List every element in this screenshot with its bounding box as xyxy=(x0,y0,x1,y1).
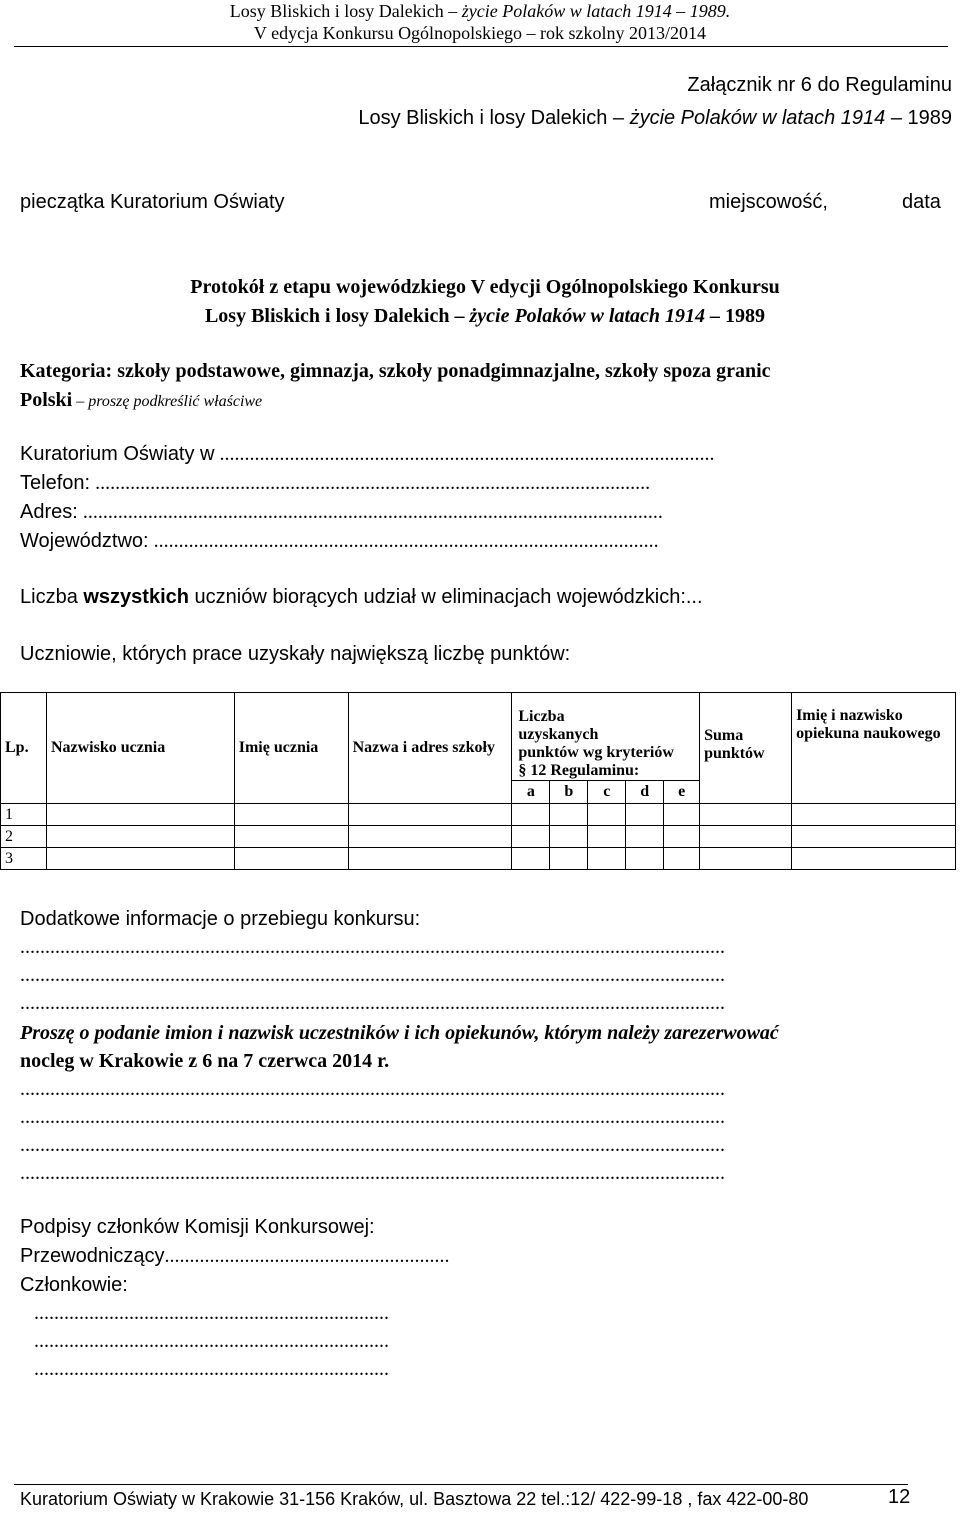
category-line-2 xyxy=(20,389,262,412)
table-cell xyxy=(626,848,664,870)
dotted-line: ............................................................................................................................................. xyxy=(20,936,725,958)
table-cell xyxy=(348,804,512,826)
table-cell xyxy=(234,848,348,870)
count-part-bold: wszystkich xyxy=(83,586,189,608)
students-heading: Uczniowie, których prace uzyskały największą liczbę punktów: xyxy=(20,643,571,665)
col-points-l4: § 12 Regulaminu: xyxy=(518,762,640,779)
place-label: miejscowość, xyxy=(709,191,828,213)
col-tutor: Imię i nazwisko opiekuna naukowego xyxy=(792,693,956,804)
header-title-italic: życie Polaków w latach 1914 – 1989. xyxy=(461,1,731,21)
field-adres-label: Adres: xyxy=(20,501,78,523)
col-points-l2: uzyskanych xyxy=(518,726,599,743)
annex-title-part: Losy Bliskich i losy Dalekich – xyxy=(358,107,630,129)
protocol-subtitle xyxy=(0,305,960,328)
protocol-subtitle-year: 1989 xyxy=(725,305,766,327)
table-cell xyxy=(664,848,700,870)
field-adres xyxy=(20,501,663,524)
table-cell xyxy=(550,804,588,826)
chair-signature xyxy=(20,1245,450,1268)
sub-a: a xyxy=(512,781,550,804)
table-cell xyxy=(234,804,348,826)
dotted-line: ............................................................................................................................................. xyxy=(20,1078,725,1100)
date-label: data xyxy=(902,191,941,213)
table-cell xyxy=(664,804,700,826)
additional-info-heading: Dodatkowe informacje o przebiegu konkursu: xyxy=(20,908,421,930)
running-header-line-2: V edycja Konkursu Ogólnopolskiego – rok szkolny 2013/2014 xyxy=(253,23,707,43)
member-signature-line: ....................................................................... xyxy=(34,1302,389,1324)
col-sum: Suma punktów xyxy=(700,693,792,804)
dotted-line: ............................................................................................................................................. xyxy=(20,1134,725,1156)
participant-count-line xyxy=(20,586,703,609)
table-cell xyxy=(792,804,956,826)
field-kuratorium xyxy=(20,443,715,466)
category-line: Kategoria: szkoły podstawowe, gimnazja, szkoły ponadgimnazjalne, szkoły spoza granic xyxy=(20,360,771,382)
protocol-subtitle-italic: życie Polaków w latach 1914 – xyxy=(469,305,726,327)
table-cell xyxy=(46,804,234,826)
sub-b: b xyxy=(550,781,588,804)
sub-c: c xyxy=(588,781,626,804)
field-wojewodztwo xyxy=(20,530,659,553)
col-name: Imię ucznia xyxy=(234,693,348,804)
header-divider xyxy=(14,46,948,47)
annex-label: Załącznik nr 6 do Regulaminu xyxy=(687,74,952,96)
table-row-number: 2 xyxy=(1,826,47,848)
table-cell xyxy=(550,848,588,870)
results-table xyxy=(0,692,956,870)
field-telefon-label: Telefon: xyxy=(20,472,91,494)
accommodation-request-date: nocleg w Krakowie z 6 na 7 czerwca 2014 r. xyxy=(20,1050,390,1072)
stamp-label: pieczątka Kuratorium Oświaty xyxy=(20,191,285,213)
table-cell xyxy=(512,804,550,826)
count-part-a: Liczba xyxy=(20,586,84,608)
table-cell xyxy=(792,826,956,848)
field-wojewodztwo-label: Województwo: xyxy=(20,530,149,552)
chair-dots: ......................................................... xyxy=(164,1245,450,1267)
table-cell xyxy=(348,848,512,870)
table-cell xyxy=(626,804,664,826)
members-label: Członkowie: xyxy=(20,1274,128,1296)
dotted-line: ............................................................................................................................................. xyxy=(20,1162,725,1184)
table-cell xyxy=(512,848,550,870)
table-cell xyxy=(700,826,792,848)
dotted-line: ............................................................................................................................................. xyxy=(20,1106,725,1128)
field-kuratorium-dots: ................................................................................................... xyxy=(214,443,715,465)
field-telefon xyxy=(20,472,650,495)
member-signature-line: ....................................................................... xyxy=(34,1358,389,1380)
field-wojewodztwo-dots: ..................................................................................................... xyxy=(148,530,659,552)
footer-divider xyxy=(14,1484,908,1485)
count-part-c: uczniów biorących udział w eliminacjach wojewódzkich:... xyxy=(188,586,703,608)
table-cell xyxy=(234,826,348,848)
field-telefon-dots: ............................................................................................................... xyxy=(90,472,651,494)
col-points-l1: Liczba xyxy=(518,708,565,725)
page-number: 12 xyxy=(888,1486,911,1508)
table-cell xyxy=(550,826,588,848)
field-kuratorium-label: Kuratorium Oświaty w xyxy=(20,443,215,465)
table-cell xyxy=(700,848,792,870)
header-title-part: Losy Bliskich i losy Dalekich – xyxy=(229,1,462,21)
table-cell xyxy=(348,826,512,848)
protocol-subtitle-part: Losy Bliskich i losy Dalekich – xyxy=(204,305,470,327)
col-surname: Nazwisko ucznia xyxy=(46,693,234,804)
table-cell xyxy=(46,826,234,848)
table-cell xyxy=(588,826,626,848)
dotted-line: ............................................................................................................................................. xyxy=(20,992,725,1014)
table-row-number: 3 xyxy=(1,848,47,870)
chair-label: Przewodniczący xyxy=(20,1245,165,1267)
table-cell xyxy=(664,826,700,848)
field-adres-dots: .................................................................................................................... xyxy=(77,501,663,523)
table-cell xyxy=(626,826,664,848)
table-row-number: 1 xyxy=(1,804,47,826)
footer-address: Kuratorium Oświaty w Krakowie 31-156 Kraków, ul. Basztowa 22 tel.:12/ 422-99-18 , fax 422-00-80 xyxy=(20,1489,809,1509)
col-points xyxy=(512,693,700,781)
annex-title-year: 1989 xyxy=(907,107,952,129)
col-lp: Lp. xyxy=(1,693,47,804)
col-points-l3: punktów wg kryteriów xyxy=(518,744,674,761)
protocol-title: Protokół z etapu wojewódzkiego V edycji Ogólnopolskiego Konkursu xyxy=(190,276,780,298)
table-cell xyxy=(588,848,626,870)
table-cell xyxy=(588,804,626,826)
accommodation-request: Proszę o podanie imion i nazwisk uczestników i ich opiekunów, którym należy zarezerwować xyxy=(20,1022,779,1044)
table-cell xyxy=(792,848,956,870)
category-instruction: – proszę podkreślić właściwe xyxy=(72,393,263,410)
dotted-line: ............................................................................................................................................. xyxy=(20,964,725,986)
table-cell xyxy=(700,804,792,826)
sub-d: d xyxy=(626,781,664,804)
member-signature-line: ....................................................................... xyxy=(34,1330,389,1352)
table-cell xyxy=(512,826,550,848)
running-header-line-1 xyxy=(0,0,960,22)
annex-title xyxy=(358,107,952,130)
category-polski: Polski xyxy=(20,389,73,411)
signatures-heading: Podpisy członków Komisji Konkursowej: xyxy=(20,1216,375,1238)
col-school: Nazwa i adres szkoły xyxy=(348,693,512,804)
annex-title-italic: życie Polaków w latach 1914 – xyxy=(629,107,908,129)
sub-e: e xyxy=(664,781,700,804)
table-cell xyxy=(46,848,234,870)
